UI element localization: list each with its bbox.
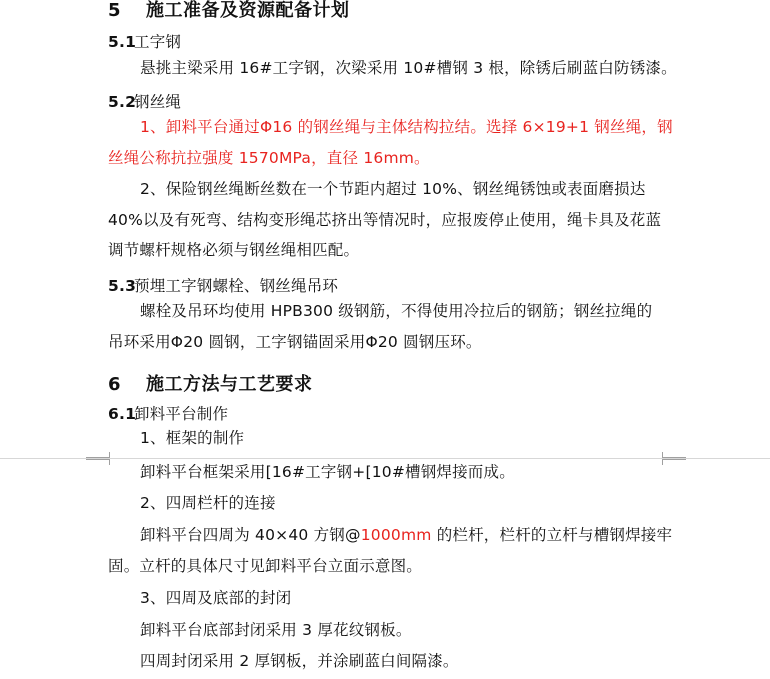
section-number: 5 — [108, 0, 122, 21]
text-segment: 卸料平台四周为 40×40 方钢@ — [140, 526, 361, 544]
subsection-number: 5.1 — [108, 33, 137, 51]
paragraph-5-3-line-2: 吊环采用Φ20 圆钢，工字钢锚固采用Φ20 圆钢压环。 — [108, 333, 482, 351]
subsection-6-1-heading — [108, 404, 228, 424]
item-3-heading: 3、四周及底部的封闭 — [140, 589, 292, 607]
text-segment: 的栏杆，栏杆的立杆与槽钢焊接牢 — [431, 526, 673, 544]
section-title: 施工准备及资源配备计划 — [146, 0, 350, 21]
item-1-text: 卸料平台框架采用[16#工字钢+[10#槽钢焊接而成。 — [140, 463, 515, 481]
page-corner-mark — [86, 452, 110, 458]
item-2-text-line-2: 固。立杆的具体尺寸见卸料平台立面示意图。 — [108, 557, 423, 575]
highlighted-dimension: 1000mm — [360, 526, 432, 544]
paragraph-5-2-2-line-1: 2、保险钢丝绳断丝数在一个节距内超过 10%、钢丝绳锈蚀或表面磨损达 — [140, 180, 646, 198]
paragraph-5-2-1-line-1: 1、卸料平台通过Φ16 的钢丝绳与主体结构拉结。选择 6×19+1 钢丝绳，钢 — [140, 118, 673, 136]
section-5-heading — [108, 0, 350, 22]
subsection-title: 钢丝绳 — [134, 93, 182, 111]
subsection-title: 预埋工字钢螺栓、钢丝绳吊环 — [134, 277, 339, 295]
item-1-heading: 1、框架的制作 — [140, 429, 245, 447]
subsection-number: 6.1 — [108, 405, 137, 423]
subsection-number: 5.2 — [108, 93, 137, 111]
paragraph-5-2-2-line-3: 调节螺杆规格必须与钢丝绳相匹配。 — [108, 241, 360, 259]
item-2-text-line-1 — [140, 525, 672, 545]
page-corner-mark — [86, 459, 110, 465]
paragraph-5-2-1-line-2: 丝绳公称抗拉强度 1570MPa，直径 16mm。 — [108, 149, 430, 167]
subsection-title: 卸料平台制作 — [134, 405, 229, 423]
paragraph-5-3-line-1: 螺栓及吊环均使用 HPB300 级钢筋，不得使用冷拉后的钢筋；钢丝拉绳的 — [140, 302, 653, 320]
section-6-heading — [108, 374, 313, 396]
item-2-heading: 2、四周栏杆的连接 — [140, 494, 276, 512]
section-number: 6 — [108, 374, 122, 395]
item-3-text-line-1: 卸料平台底部封闭采用 3 厚花纹钢板。 — [140, 621, 412, 639]
page-corner-mark — [662, 452, 686, 458]
subsection-number: 5.3 — [108, 277, 137, 295]
paragraph-5-2-2-line-2: 40%以及有死弯、结构变形绳芯挤出等情况时，应报废停止使用，绳卡具及花蓝 — [108, 211, 662, 229]
section-title: 施工方法与工艺要求 — [146, 374, 313, 395]
page-break-line — [0, 458, 770, 459]
subsection-5-2-heading — [108, 92, 181, 112]
page-corner-mark — [662, 459, 686, 465]
subsection-title: 工字钢 — [134, 33, 182, 51]
subsection-5-3-heading — [108, 276, 338, 296]
subsection-5-1-heading — [108, 32, 181, 52]
paragraph-5-1: 悬挑主梁采用 16#工字钢，次梁采用 10#槽钢 3 根，除锈后刷蓝白防锈漆。 — [140, 59, 677, 77]
item-3-text-line-2: 四周封闭采用 2 厚钢板，并涂刷蓝白间隔漆。 — [140, 652, 459, 670]
